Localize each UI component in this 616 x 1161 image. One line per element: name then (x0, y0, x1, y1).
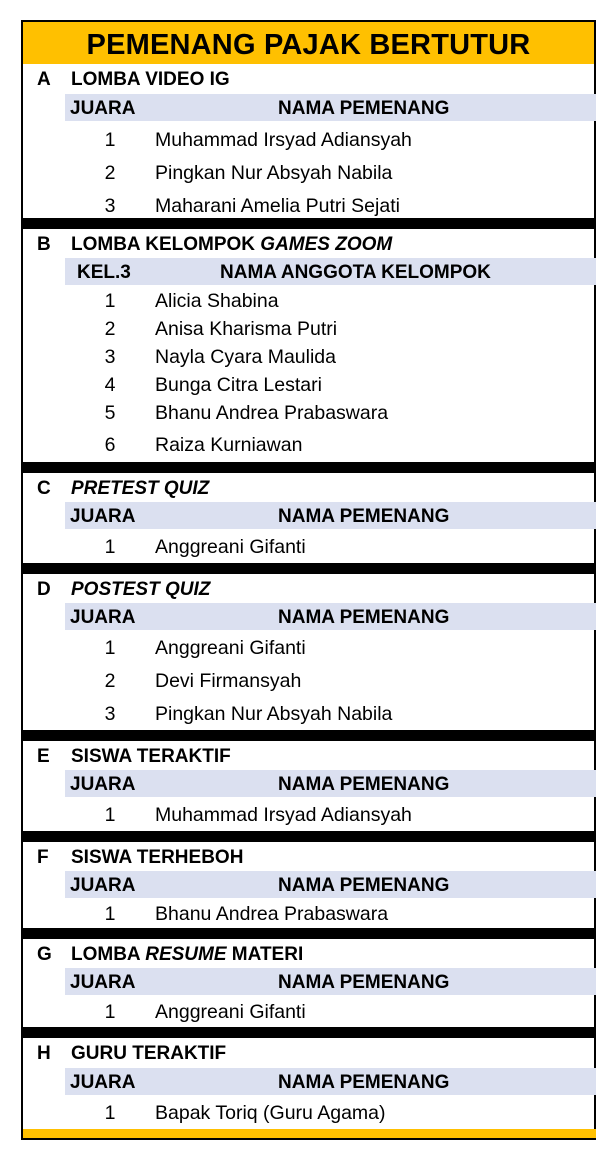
member-name: Alicia Shabina (155, 290, 279, 312)
section-header (23, 64, 596, 93)
section-title: SISWA TERHEBOH (71, 847, 244, 868)
column-name-label: NAMA PEMENANG (278, 875, 450, 896)
section-divider (23, 928, 596, 939)
section-a (23, 64, 596, 218)
section-c (23, 473, 596, 563)
section-b (23, 229, 596, 462)
column-name-label: NAMA PEMENANG (278, 972, 450, 993)
winner-name: Muhammad Irsyad Adiansyah (155, 804, 412, 826)
section-header (23, 473, 596, 502)
winner-name: Pingkan Nur Absyah Nabila (155, 162, 393, 184)
list-item (23, 315, 596, 343)
section-g (23, 939, 596, 1027)
list-item (23, 399, 596, 429)
section-title: LOMBA KELOMPOK GAMES ZOOM (71, 234, 393, 255)
list-item (23, 429, 596, 461)
rank-number: 1 (104, 536, 116, 558)
section-header (23, 741, 596, 770)
column-name-label: NAMA PEMENANG (278, 506, 450, 527)
member-number: 3 (104, 346, 116, 368)
section-header (23, 1038, 596, 1067)
column-header (65, 770, 596, 797)
column-header (65, 1068, 596, 1095)
list-item (23, 900, 596, 928)
section-letter: F (37, 847, 49, 868)
member-number: 2 (104, 318, 116, 340)
member-name: Anisa Kharisma Putri (155, 318, 338, 340)
member-number: 4 (104, 374, 116, 396)
section-letter: G (37, 944, 52, 965)
winner-name: Anggreani Gifanti (155, 1001, 306, 1023)
rank-number: 1 (104, 903, 116, 925)
winner-name: Bapak Toriq (Guru Agama) (155, 1102, 386, 1124)
winner-name: Pingkan Nur Absyah Nabila (155, 703, 393, 725)
section-title: GURU TERAKTIF (71, 1043, 227, 1064)
column-header (65, 502, 596, 529)
rank-number: 1 (104, 1102, 116, 1124)
section-header (23, 574, 596, 603)
list-item (23, 1097, 596, 1129)
list-item (23, 371, 596, 399)
member-name: Nayla Cyara Maulida (155, 346, 336, 368)
member-number: 1 (104, 290, 116, 312)
list-item (23, 632, 596, 665)
rank-number: 1 (104, 1001, 116, 1023)
section-title: LOMBA RESUME MATERI (71, 944, 304, 965)
list-item (23, 531, 596, 563)
member-number: 5 (104, 402, 116, 424)
section-header (23, 939, 596, 968)
rank-number: 1 (104, 129, 116, 151)
column-rank-label: JUARA (70, 1072, 136, 1093)
section-divider (23, 831, 596, 842)
bottom-accent-bar (23, 1129, 596, 1138)
section-letter: A (37, 69, 51, 90)
section-title: POSTEST QUIZ (71, 579, 211, 600)
section-header (23, 229, 596, 258)
rank-number: 3 (104, 703, 116, 725)
section-letter: E (37, 746, 50, 767)
column-rank-label: JUARA (70, 774, 136, 795)
section-title: SISWA TERAKTIF (71, 746, 231, 767)
list-item (23, 997, 596, 1027)
list-item (23, 343, 596, 371)
column-name-label: NAMA PEMENANG (278, 1072, 450, 1093)
list-item (23, 157, 596, 190)
section-letter: D (37, 579, 51, 600)
page-title: PEMENANG PAJAK BERTUTUR (23, 22, 594, 64)
rank-number: 2 (104, 162, 116, 184)
section-f (23, 842, 596, 928)
member-name: Bhanu Andrea Prabaswara (155, 402, 389, 424)
section-title: LOMBA VIDEO IG (71, 69, 230, 90)
list-item (23, 799, 596, 831)
section-divider (23, 462, 596, 473)
column-name-label: NAMA PEMENANG (278, 98, 450, 119)
column-rank-label: JUARA (70, 607, 136, 628)
rank-number: 1 (104, 804, 116, 826)
section-letter: H (37, 1043, 51, 1064)
list-item (23, 698, 596, 730)
member-number: 6 (104, 434, 116, 456)
section-divider (23, 730, 596, 741)
column-header (65, 603, 596, 630)
section-h (23, 1038, 596, 1129)
column-rank-label: JUARA (70, 98, 136, 119)
column-rank-label: JUARA (70, 506, 136, 527)
column-header (65, 968, 596, 995)
rank-number: 2 (104, 670, 116, 692)
column-name-label: NAMA ANGGOTA KELOMPOK (220, 262, 491, 283)
member-name: Raiza Kurniawan (155, 434, 303, 456)
section-e (23, 741, 596, 831)
member-name: Bunga Citra Lestari (155, 374, 322, 396)
column-header (65, 871, 596, 898)
section-d (23, 574, 596, 730)
column-header (65, 258, 596, 285)
winners-sheet (21, 20, 596, 1140)
rank-number: 3 (104, 195, 116, 217)
column-name-label: NAMA PEMENANG (278, 774, 450, 795)
rank-number: 1 (104, 637, 116, 659)
column-header (65, 94, 596, 121)
list-item (23, 287, 596, 315)
winner-name: Bhanu Andrea Prabaswara (155, 903, 389, 925)
winner-name: Anggreani Gifanti (155, 637, 306, 659)
column-rank-label: JUARA (70, 972, 136, 993)
section-divider (23, 218, 596, 229)
winner-name: Muhammad Irsyad Adiansyah (155, 129, 412, 151)
column-group-label: KEL.3 (77, 262, 131, 283)
winner-name: Devi Firmansyah (155, 670, 302, 692)
list-item (23, 665, 596, 698)
column-rank-label: JUARA (70, 875, 136, 896)
section-title: PRETEST QUIZ (71, 478, 210, 499)
list-item (23, 124, 596, 157)
section-letter: C (37, 478, 51, 499)
section-letter: B (37, 234, 51, 255)
section-divider (23, 563, 596, 574)
winner-name: Anggreani Gifanti (155, 536, 306, 558)
column-name-label: NAMA PEMENANG (278, 607, 450, 628)
winner-name: Maharani Amelia Putri Sejati (155, 195, 400, 217)
section-divider (23, 1027, 596, 1038)
section-header (23, 842, 596, 871)
